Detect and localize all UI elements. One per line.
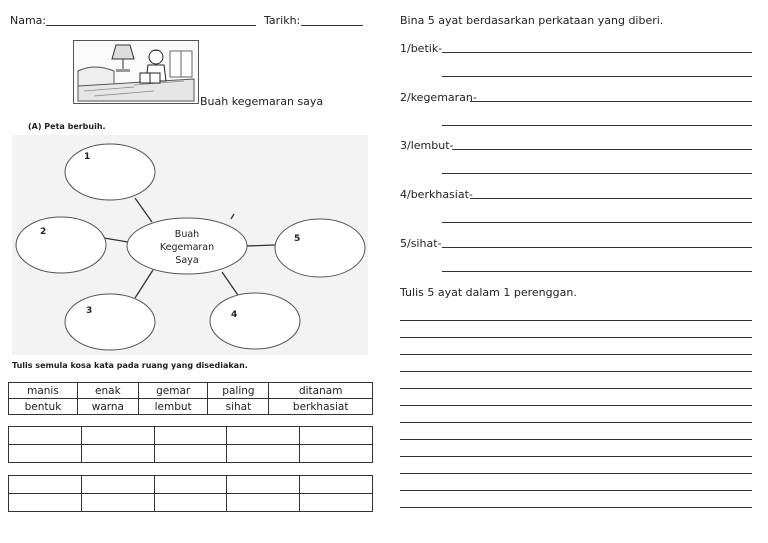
blank-cell[interactable] — [81, 476, 154, 494]
word-cell: sihat — [208, 399, 269, 415]
item-4-label: 4/berkhasiat- — [400, 188, 473, 201]
connector-1 — [135, 198, 152, 222]
bubble-1[interactable] — [65, 144, 155, 200]
paragraph-line[interactable] — [400, 337, 752, 338]
word-cell: bentuk — [9, 399, 78, 415]
table-row — [9, 476, 373, 494]
item-5-label: 5/sihat- — [400, 237, 442, 250]
blank-cell[interactable] — [81, 494, 154, 512]
blank-cell[interactable] — [9, 494, 82, 512]
bubble-number-3: 3 — [86, 306, 93, 316]
item-4-line-2[interactable] — [442, 222, 752, 223]
blank-cell[interactable] — [300, 445, 373, 463]
blank-cell[interactable] — [154, 445, 227, 463]
table-row — [9, 399, 373, 415]
item-5-line[interactable] — [442, 247, 752, 248]
blank-table-1 — [8, 426, 373, 463]
paragraph-line[interactable] — [400, 320, 752, 321]
table-row — [9, 427, 373, 445]
connector-4 — [222, 272, 240, 298]
bubble-map — [0, 0, 380, 360]
blank-cell[interactable] — [9, 476, 82, 494]
blank-table-2 — [8, 475, 373, 512]
blank-cell[interactable] — [227, 476, 300, 494]
paragraph-line[interactable] — [400, 456, 752, 457]
paragraph-line[interactable] — [400, 473, 752, 474]
item-3-line-2[interactable] — [442, 173, 752, 174]
table-row — [9, 494, 373, 512]
blank-cell[interactable] — [9, 427, 82, 445]
bubble-number-2: 2 — [40, 227, 47, 237]
item-2-line[interactable] — [470, 101, 752, 102]
item-2-line-2[interactable] — [442, 125, 752, 126]
paragraph-line[interactable] — [400, 490, 752, 491]
paragraph-line[interactable] — [400, 422, 752, 423]
word-cell: gemar — [138, 383, 208, 399]
copy-instruction: Tulis semula kosa kata pada ruang yang disediakan. — [12, 361, 248, 370]
word-cell: lembut — [138, 399, 208, 415]
word-cell: manis — [9, 383, 78, 399]
bubble-number-4: 4 — [231, 310, 238, 320]
connector-2 — [104, 238, 128, 242]
item-1-label: 1/betik- — [400, 42, 443, 55]
paragraph-line[interactable] — [400, 388, 752, 389]
item-1-line[interactable] — [442, 52, 752, 53]
blank-cell[interactable] — [300, 476, 373, 494]
paragraph-instruction: Tulis 5 ayat dalam 1 perenggan. — [400, 286, 577, 299]
blank-cell[interactable] — [9, 445, 82, 463]
bubble-4[interactable] — [210, 293, 300, 349]
illustration-caption: Buah kegemaran saya — [200, 95, 324, 108]
blank-cell[interactable] — [300, 427, 373, 445]
word-cell: paling — [208, 383, 269, 399]
blank-cell[interactable] — [154, 427, 227, 445]
center-label-line: Buah — [174, 229, 200, 240]
name-label: Nama: — [10, 14, 47, 27]
word-table — [8, 382, 373, 415]
center-label-line: Kegemaran — [159, 242, 215, 253]
section-a-title: (A) Peta berbuih. — [28, 122, 106, 131]
bubble-3[interactable] — [65, 294, 155, 350]
blank-cell[interactable] — [81, 427, 154, 445]
item-5-line-2[interactable] — [442, 271, 752, 272]
blank-cell[interactable] — [227, 494, 300, 512]
blank-cell[interactable] — [81, 445, 154, 463]
bubble-number-5: 5 — [294, 234, 301, 244]
date-label: Tarikh: — [264, 14, 301, 27]
item-3-label: 3/lembut- — [400, 139, 454, 152]
blank-cell[interactable] — [300, 494, 373, 512]
blank-cell[interactable] — [154, 494, 227, 512]
center-label-line: Saya — [175, 255, 199, 266]
connector-stub — [231, 214, 234, 219]
word-cell: warna — [77, 399, 138, 415]
bubble-number-1: 1 — [84, 152, 91, 162]
paragraph-line[interactable] — [400, 405, 752, 406]
item-2-label: 2/kegemaran- — [400, 91, 477, 104]
sentence-instruction: Bina 5 ayat berdasarkan perkataan yang diberi. — [400, 14, 664, 27]
word-cell: ditanam — [269, 383, 373, 399]
connector-5 — [246, 245, 275, 246]
table-row — [9, 445, 373, 463]
paragraph-line[interactable] — [400, 439, 752, 440]
word-cell: berkhasiat — [269, 399, 373, 415]
blank-cell[interactable] — [154, 476, 227, 494]
connector-3 — [135, 270, 153, 298]
paragraph-line[interactable] — [400, 354, 752, 355]
blank-cell[interactable] — [227, 445, 300, 463]
blank-cell[interactable] — [227, 427, 300, 445]
item-4-line[interactable] — [470, 198, 752, 199]
word-cell: enak — [77, 383, 138, 399]
item-3-line[interactable] — [452, 149, 752, 150]
center-label — [147, 228, 227, 267]
paragraph-line[interactable] — [400, 507, 752, 508]
table-row — [9, 383, 373, 399]
item-1-line-2[interactable] — [442, 76, 752, 77]
bubble-2[interactable] — [16, 217, 106, 273]
paragraph-line[interactable] — [400, 371, 752, 372]
bubble-5[interactable] — [275, 219, 365, 277]
